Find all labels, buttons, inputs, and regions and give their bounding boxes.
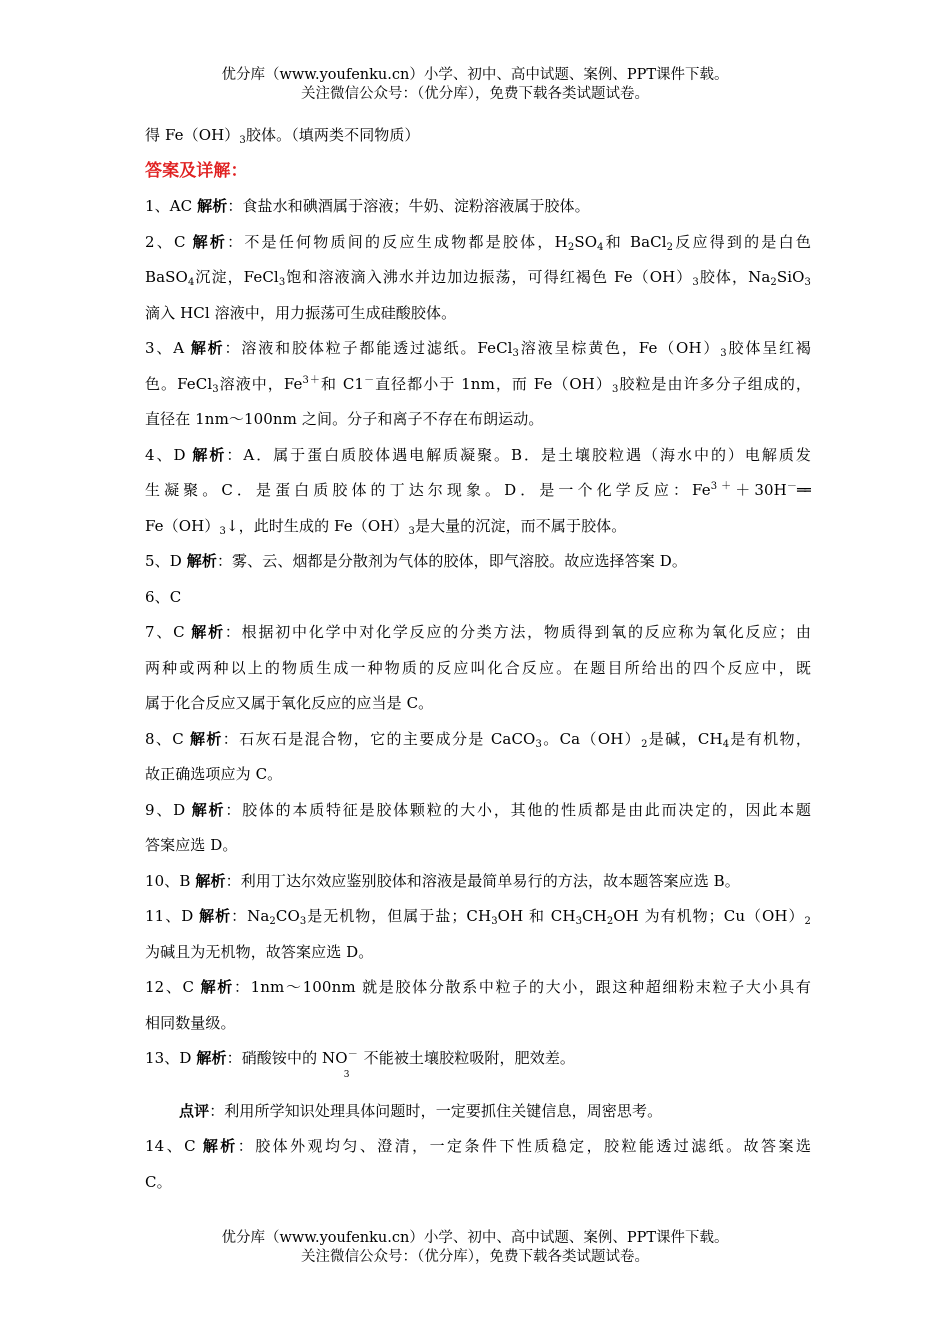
answer-4-line-1: 4、D 解析：A．属于蛋白质胶体遇电解质凝聚。B．是土壤胶粒遇（海水中的）电解质发 bbox=[145, 445, 811, 464]
header-line-1: 优分库（www.youfenku.cn）小学、初中、高中试题、案例、PPT课件下载。 bbox=[221, 67, 729, 83]
page-header bbox=[0, 66, 950, 104]
answer-5: 5、D 解析：雾、云、烟都是分散剂为气体的胶体，即气溶胶。故应选择答案 D。 bbox=[145, 552, 687, 570]
answer-8-line-1: 8、C 解析：石灰石是混合物，它的主要成分是 CaCO$_3$。$Ca(OH)_2$是碱，$CH_4$是有机物， bbox=[145, 729, 811, 750]
section-title: 答案及详解： bbox=[145, 160, 248, 181]
footer-line-1: 优分库（www.youfenku.cn）小学、初中、高中试题、案例、PPT课件下载。 bbox=[221, 1230, 729, 1246]
footer-line-2: 关注微信公众号：（优分库），免费下载各类试题试卷。 bbox=[301, 1249, 649, 1265]
answer-7-line-1: 7、C 解析：根据初中化学中对化学反应的分类方法，物质得到氧的反应称为氧化反应；由 bbox=[145, 623, 811, 641]
answer-2-line-1: 2、C 解析：不是任何物质间的反应生成物都是胶体，$H_2SO_4$和 BaCl$_2$反应得到的是白色 bbox=[145, 232, 811, 253]
answer-9-line-1: 9、D 解析：胶体的本质特征是胶体颗粒的大小，其他的性质都是由此而决定的，因此本题 bbox=[145, 800, 811, 819]
answer-14-line-1: 14、C 解析：胶体外观均匀、澄清，一定条件下性质稳定，胶粒能透过滤纸。故答案选 bbox=[145, 1137, 811, 1155]
answer-4-line-2: 生凝聚。C．是蛋白质胶体的丁达尔现象。D．是一个化学反应：$Fe^{3+}+30H^-══$ bbox=[145, 481, 811, 499]
answer-11-line-2: 为碱且为无机物，故答案应选 D。 bbox=[145, 942, 374, 961]
answer-6: 6、C bbox=[145, 587, 182, 606]
answer-9-line-2: 答案应选 D。 bbox=[145, 836, 238, 854]
answer-11-line-1: 11、D 解析：$Na_2CO_3$是无机物，但属于盐；$CH_3OH$ 和 $CH_3CH_2OH$ 为有机物；$Cu(OH)_2$ bbox=[145, 907, 811, 927]
answer-13: 13、D 解析：硝酸铵中的 $NO^-_3$不能被土壤胶粒吸附，肥效差。 bbox=[145, 1049, 576, 1080]
answer-14-line-2: C。 bbox=[145, 1172, 172, 1191]
header-line-2: 关注微信公众号：（优分库），免费下载各类试题试卷。 bbox=[301, 86, 649, 102]
answer-12-line-2: 相同数量级。 bbox=[145, 1013, 236, 1032]
answer-7-line-3: 属于化合反应又属于氧化反应的应当是 C。 bbox=[145, 694, 434, 712]
answer-body bbox=[145, 118, 811, 1200]
question-tail: 得 $Fe(OH)_3$胶体。（填两类不同物质） bbox=[145, 126, 420, 146]
spacer bbox=[145, 1080, 811, 1094]
answer-3-line-3: 直径在 1nm～100nm 之间。分子和离子不存在布朗运动。 bbox=[145, 410, 544, 428]
answer-1: 1、AC 解析：食盐水和碘酒属于溶液；牛奶、淀粉溶液属于胶体。 bbox=[145, 197, 590, 215]
answer-12-line-1: 12、C 解析：1nm～100nm 就是胶体分散系中粒子的大小，跟这种超细粉末粒子大小具有 bbox=[145, 978, 811, 996]
answer-3-line-1: 3、A 解析：溶液和胶体粒子都能透过滤纸。FeCl$_3$溶液呈棕黄色，$Fe(OH)_3$胶体呈红褐 bbox=[145, 339, 811, 359]
answer-2-line-2: BaSO$_4$沉淀，FeCl$_3$饱和溶液滴入沸水并边加边振荡，可得红褐色 $Fe(OH)_3$胶体，$Na_2SiO_3$ bbox=[145, 268, 811, 288]
answer-10: 10、B 解析：利用丁达尔效应鉴别胶体和溶液是最简单易行的方法，故本题答案应选 B。 bbox=[145, 871, 740, 890]
comment: 点评：利用所学知识处理具体问题时，一定要抓住关键信息，周密思考。 bbox=[179, 1101, 663, 1120]
answer-2-line-3: 滴入 HCl 溶液中，用力振荡可生成硅酸胶体。 bbox=[145, 303, 457, 322]
answer-3-line-2: 色。FeCl$_3$溶液中，$Fe^{3+}$和 C1－直径都小于 1nm，而 $Fe(OH)_3$胶粒是由许多分子组成的， bbox=[145, 374, 811, 395]
page-footer bbox=[0, 1229, 950, 1267]
answer-8-line-2: 故正确选项应为 C。 bbox=[145, 765, 283, 783]
answer-4-line-3: $Fe(OH)_3↓$，此时生成的 $Fe(OH)_3$是大量的沉淀，而不属于胶体。 bbox=[145, 516, 627, 537]
answer-7-line-2: 两种或两种以上的物质生成一种物质的反应叫化合反应。在题目所给出的四个反应中，既 bbox=[145, 658, 811, 677]
